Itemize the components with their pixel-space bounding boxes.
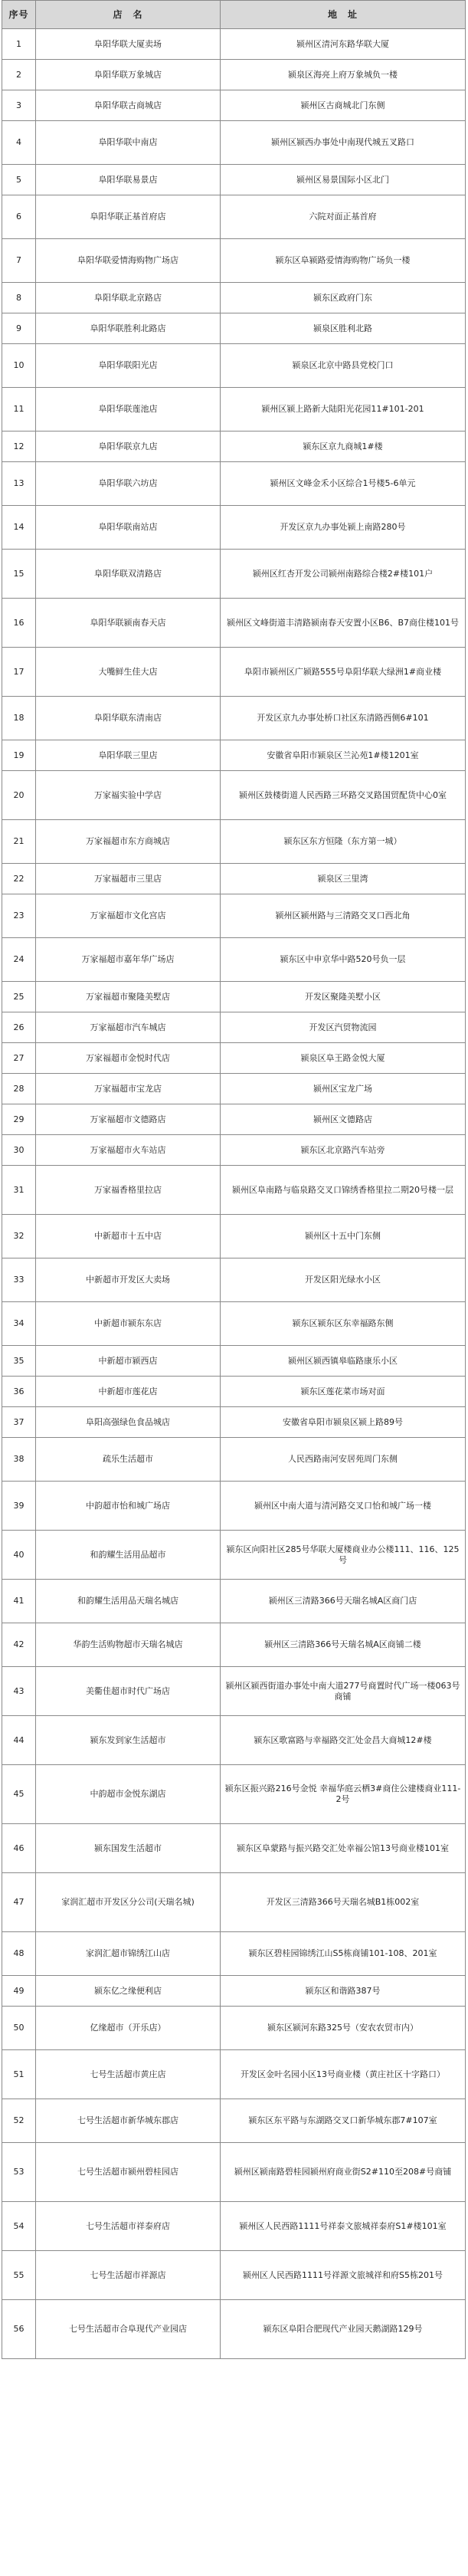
store-name: 家润汇超市锦绣江山店 (36, 1932, 221, 1976)
row-number: 10 (2, 344, 36, 388)
row-number: 26 (2, 1012, 36, 1043)
store-address: 颍东区阜颍路爱情海购物广场负一楼 (221, 239, 466, 283)
row-number: 13 (2, 462, 36, 506)
store-name: 阜阳华联三里店 (36, 740, 221, 771)
row-number: 49 (2, 1976, 36, 2007)
table-row (2, 195, 466, 239)
row-number: 28 (2, 1074, 36, 1104)
table-row (2, 1166, 466, 1215)
store-name: 七号生活超市祥泰府店 (36, 2202, 221, 2251)
row-number: 18 (2, 697, 36, 740)
table-row (2, 1580, 466, 1623)
store-address: 颍东区政府门东 (221, 283, 466, 313)
table-row (2, 1135, 466, 1166)
store-name: 阜阳华联东清南店 (36, 697, 221, 740)
store-address: 颍州区鼓楼街道人民西路三环路交叉路国贸配货中心0室 (221, 771, 466, 820)
store-name: 阜阳华联爱情海购物广场店 (36, 239, 221, 283)
table-row (2, 938, 466, 982)
table-row (2, 2007, 466, 2050)
store-address: 颍东区北京路汽车站旁 (221, 1135, 466, 1166)
store-name: 颍东发到家生活超市 (36, 1716, 221, 1765)
table-row (2, 506, 466, 550)
store-address: 颍州区三清路366号天瑞名城A区商门店 (221, 1580, 466, 1623)
table-row (2, 462, 466, 506)
table-row (2, 1932, 466, 1976)
row-number: 54 (2, 2202, 36, 2251)
store-address: 颍州区文峰金禾小区综合1号楼5-6单元 (221, 462, 466, 506)
header-address: 地 址 (221, 1, 466, 29)
store-address: 颍州区易景国际小区北门 (221, 165, 466, 195)
store-address: 颍泉区海亮上府万象城负一楼 (221, 60, 466, 90)
table-header-row (2, 1, 466, 29)
store-name: 万家福超市东方商城店 (36, 820, 221, 864)
row-number: 37 (2, 1407, 36, 1438)
store-address: 颍东区碧桂园锦绣江山S5栋商铺101-108、201室 (221, 1932, 466, 1976)
table-row (2, 599, 466, 648)
store-address: 颍东区和谐路387号 (221, 1976, 466, 2007)
store-address: 颍州区文峰街道丰清路颍南春天安置小区B6、B7商住楼101号 (221, 599, 466, 648)
store-name: 万家福超市宝龙店 (36, 1074, 221, 1104)
store-name: 美衢佳超市时代广场店 (36, 1667, 221, 1716)
store-address: 开发区金叶名园小区13号商业楼（黄庄社区十字路口） (221, 2050, 466, 2099)
table-row (2, 1531, 466, 1580)
store-name: 七号生活超市颍州碧桂园店 (36, 2143, 221, 2202)
row-number: 29 (2, 1104, 36, 1135)
row-number: 51 (2, 2050, 36, 2099)
table-row (2, 388, 466, 432)
table-row (2, 2202, 466, 2251)
store-address: 六院对面正基首府 (221, 195, 466, 239)
store-name: 阜阳华联六坊店 (36, 462, 221, 506)
store-address: 颍州区古商城北门东侧 (221, 90, 466, 121)
store-name: 阜阳华联万象城店 (36, 60, 221, 90)
row-number: 47 (2, 1873, 36, 1932)
row-number: 27 (2, 1043, 36, 1074)
row-number: 7 (2, 239, 36, 283)
row-number: 17 (2, 648, 36, 697)
store-address: 安徽省阜阳市颍泉区颍上路89号 (221, 1407, 466, 1438)
table-row (2, 313, 466, 344)
table-row (2, 2050, 466, 2099)
store-name: 万家福超市火车站店 (36, 1135, 221, 1166)
table-row (2, 740, 466, 771)
store-name: 阜阳华联大厦卖场 (36, 29, 221, 60)
table-row (2, 2099, 466, 2143)
store-address: 颍泉区胜利北路 (221, 313, 466, 344)
table-row (2, 1302, 466, 1346)
store-name: 和韵耀生活用品超市 (36, 1531, 221, 1580)
store-address: 颍东区阜阳合肥现代产业园天鹅湖路129号 (221, 2300, 466, 2359)
table-row (2, 1104, 466, 1135)
row-number: 41 (2, 1580, 36, 1623)
table-row (2, 29, 466, 60)
table-row (2, 60, 466, 90)
row-number: 1 (2, 29, 36, 60)
store-address: 颍州区颍西办事处中南现代城五叉路口 (221, 121, 466, 165)
row-number: 30 (2, 1135, 36, 1166)
row-number: 15 (2, 550, 36, 599)
store-address: 颍州区颍西镇皋临路康乐小区 (221, 1346, 466, 1377)
store-address: 颍州区人民西路1111号祥源文旅城祥和府S5栋201号 (221, 2251, 466, 2300)
row-number: 25 (2, 982, 36, 1012)
table-row (2, 165, 466, 195)
store-name: 亿缘超市（开乐店） (36, 2007, 221, 2050)
row-number: 53 (2, 2143, 36, 2202)
store-address: 颍州区颍西街道办事处中南大道277号商置时代广场一楼063号商铺 (221, 1667, 466, 1716)
store-address: 颍东区向阳社区285号华联大厦楼商业办公楼111、116、125号 (221, 1531, 466, 1580)
row-number: 55 (2, 2251, 36, 2300)
row-number: 20 (2, 771, 36, 820)
table-row (2, 771, 466, 820)
store-name: 万家福超市文化宫店 (36, 894, 221, 938)
table-row (2, 1976, 466, 2007)
table-row (2, 1215, 466, 1258)
store-name: 万家福香格里拉店 (36, 1166, 221, 1215)
row-number: 40 (2, 1531, 36, 1580)
table-row (2, 1716, 466, 1765)
table-row (2, 820, 466, 864)
table-row (2, 1824, 466, 1873)
store-name: 大嘴鲜生佳大店 (36, 648, 221, 697)
store-address: 颍泉区北京中路县党校门口 (221, 344, 466, 388)
store-name: 疏乐生活超市 (36, 1438, 221, 1482)
table-row (2, 1074, 466, 1104)
store-address: 颍东区京九商城1#楼 (221, 432, 466, 462)
row-number: 33 (2, 1258, 36, 1302)
table-row (2, 894, 466, 938)
row-number: 4 (2, 121, 36, 165)
store-name: 万家福超市金悦时代店 (36, 1043, 221, 1074)
store-address: 颍东区歌富路与幸福路交汇处金昌大商城12#楼 (221, 1716, 466, 1765)
table-row (2, 1258, 466, 1302)
store-name: 七号生活超市祥源店 (36, 2251, 221, 2300)
store-address: 颍州区中南大道与清河路交叉口怡和城广场一楼 (221, 1482, 466, 1531)
store-address: 颍州区颍南路碧桂园颍州府商业街S2#110至208#号商铺 (221, 2143, 466, 2202)
store-address: 颍州区宝龙广场 (221, 1074, 466, 1104)
store-name: 中新超市莲花店 (36, 1377, 221, 1407)
table-row (2, 1377, 466, 1407)
store-name: 颍东国发生活超市 (36, 1824, 221, 1873)
store-address: 颍州区颍州路与三清路交叉口西北角 (221, 894, 466, 938)
row-number: 3 (2, 90, 36, 121)
store-address: 人民西路南河安居苑周门东侧 (221, 1438, 466, 1482)
table-row (2, 550, 466, 599)
store-address: 颍东区东方恒隆（东方第一城） (221, 820, 466, 864)
store-name: 中新超市十五中店 (36, 1215, 221, 1258)
row-number: 21 (2, 820, 36, 864)
store-name: 中新超市颍东东店 (36, 1302, 221, 1346)
store-name: 中新超市颍西店 (36, 1346, 221, 1377)
table-row (2, 1873, 466, 1932)
row-number: 46 (2, 1824, 36, 1873)
row-number: 45 (2, 1765, 36, 1824)
store-name: 阜阳华联颍南春天店 (36, 599, 221, 648)
store-address: 开发区阳光绿水小区 (221, 1258, 466, 1302)
header-store-name: 店 名 (36, 1, 221, 29)
store-address: 开发区汽贸物流园 (221, 1012, 466, 1043)
table-body (2, 29, 466, 2359)
store-address: 颍东区振兴路216号金悦 幸福华庭云栖3#商住公建楼商业111-2号 (221, 1765, 466, 1824)
store-name: 阜阳华联胜利北路店 (36, 313, 221, 344)
table-row (2, 982, 466, 1012)
store-name: 中韵超市金悦东湖店 (36, 1765, 221, 1824)
store-address: 颍州区颍上路新大陆阳光花园11#101-201 (221, 388, 466, 432)
store-name: 阜阳华联古商城店 (36, 90, 221, 121)
row-number: 44 (2, 1716, 36, 1765)
row-number: 6 (2, 195, 36, 239)
table-row (2, 1667, 466, 1716)
store-name: 阜阳华联北京路店 (36, 283, 221, 313)
row-number: 50 (2, 2007, 36, 2050)
row-number: 2 (2, 60, 36, 90)
row-number: 36 (2, 1377, 36, 1407)
store-name: 万家福超市文德路店 (36, 1104, 221, 1135)
row-number: 52 (2, 2099, 36, 2143)
store-name: 阜阳华联正基首府店 (36, 195, 221, 239)
table-row (2, 1438, 466, 1482)
store-address: 开发区三清路366号天瑞名城B1栋002室 (221, 1873, 466, 1932)
row-number: 56 (2, 2300, 36, 2359)
store-address: 开发区京九办事处颍上南路280号 (221, 506, 466, 550)
row-number: 19 (2, 740, 36, 771)
store-name: 和韵耀生活用品天瑞名城店 (36, 1580, 221, 1623)
store-address: 颍州区十五中门东侧 (221, 1215, 466, 1258)
store-address: 颍州区清河东路华联大厦 (221, 29, 466, 60)
table-row (2, 2143, 466, 2202)
store-list-table (2, 0, 466, 2359)
store-address: 阜阳市颍州区广颍路555号阜阳华联大绿洲1#商业楼 (221, 648, 466, 697)
table-row (2, 432, 466, 462)
store-name: 七号生活超市合阜现代产业园店 (36, 2300, 221, 2359)
store-name: 颍东亿之缘便利店 (36, 1976, 221, 2007)
row-number: 31 (2, 1166, 36, 1215)
row-number: 35 (2, 1346, 36, 1377)
store-address: 颍泉区三里湾 (221, 864, 466, 894)
row-number: 14 (2, 506, 36, 550)
store-name: 七号生活超市黄庄店 (36, 2050, 221, 2099)
store-name: 中新超市开发区大卖场 (36, 1258, 221, 1302)
store-address: 安徽省阜阳市颍泉区兰沁苑1#楼1201室 (221, 740, 466, 771)
store-name: 阜阳华联阳光店 (36, 344, 221, 388)
row-number: 34 (2, 1302, 36, 1346)
store-name: 阜阳华联中南店 (36, 121, 221, 165)
store-address: 颍泉区阜王路金悦大厦 (221, 1043, 466, 1074)
table-row (2, 283, 466, 313)
store-address: 颍东区中申京华中路520号负一层 (221, 938, 466, 982)
store-address: 开发区聚隆美墅小区 (221, 982, 466, 1012)
table-row (2, 1482, 466, 1531)
row-number: 12 (2, 432, 36, 462)
table-row (2, 648, 466, 697)
table-row (2, 1623, 466, 1667)
table-row (2, 344, 466, 388)
row-number: 11 (2, 388, 36, 432)
store-name: 华韵生活购物超市天瑞名城店 (36, 1623, 221, 1667)
row-number: 8 (2, 283, 36, 313)
table-row (2, 2300, 466, 2359)
row-number: 43 (2, 1667, 36, 1716)
store-name: 阜阳华联莲池店 (36, 388, 221, 432)
store-address: 颍东区颍东区东幸福路东侧 (221, 1302, 466, 1346)
store-name: 万家福实验中学店 (36, 771, 221, 820)
store-address: 颍东区莲花菜市场对面 (221, 1377, 466, 1407)
store-name: 万家福超市汽车城店 (36, 1012, 221, 1043)
row-number: 39 (2, 1482, 36, 1531)
store-address: 颍州区人民西路1111号祥泰文旅城祥泰府S1#楼101室 (221, 2202, 466, 2251)
store-name: 阜阳华联易景店 (36, 165, 221, 195)
table-row (2, 1043, 466, 1074)
row-number: 24 (2, 938, 36, 982)
table-row (2, 1012, 466, 1043)
store-address: 颍州区阜南路与临泉路交叉口锦绣香格里拉二期20号楼一层 (221, 1166, 466, 1215)
store-name: 万家福超市嘉年华广场店 (36, 938, 221, 982)
table-row (2, 121, 466, 165)
table-row (2, 239, 466, 283)
store-address: 开发区京九办事处桥口社区东清路西侧6#101 (221, 697, 466, 740)
store-address: 颍州区文德路店 (221, 1104, 466, 1135)
row-number: 32 (2, 1215, 36, 1258)
store-name: 万家福超市三里店 (36, 864, 221, 894)
store-name: 阜阳高强绿色食品城店 (36, 1407, 221, 1438)
table-row (2, 864, 466, 894)
row-number: 16 (2, 599, 36, 648)
store-name: 七号生活超市新华城东郡店 (36, 2099, 221, 2143)
store-address: 颍东区颍河东路325号（安农农贸市内） (221, 2007, 466, 2050)
row-number: 42 (2, 1623, 36, 1667)
store-address: 颍州区三清路366号天瑞名城A区商铺二楼 (221, 1623, 466, 1667)
row-number: 22 (2, 864, 36, 894)
store-name: 中韵超市怡和城广场店 (36, 1482, 221, 1531)
store-address: 颍东区东平路与东湖路交叉口新华城东郡7#107室 (221, 2099, 466, 2143)
header-no: 序号 (2, 1, 36, 29)
row-number: 38 (2, 1438, 36, 1482)
table-row (2, 1346, 466, 1377)
table-row (2, 697, 466, 740)
row-number: 48 (2, 1932, 36, 1976)
store-address: 颍东区阜蒙路与振兴路交汇处幸福公馆13号商业楼101室 (221, 1824, 466, 1873)
row-number: 23 (2, 894, 36, 938)
store-name: 家润汇超市开发区分公司(天瑞名城) (36, 1873, 221, 1932)
store-address: 颍州区红杏开发公司颍州南路综合楼2#楼101户 (221, 550, 466, 599)
row-number: 5 (2, 165, 36, 195)
row-number: 9 (2, 313, 36, 344)
store-name: 阜阳华联京九店 (36, 432, 221, 462)
store-name: 阜阳华联双清路店 (36, 550, 221, 599)
store-name: 阜阳华联南站店 (36, 506, 221, 550)
table-row (2, 90, 466, 121)
store-name: 万家福超市聚隆美墅店 (36, 982, 221, 1012)
table-row (2, 2251, 466, 2300)
table-row (2, 1407, 466, 1438)
table-row (2, 1765, 466, 1824)
